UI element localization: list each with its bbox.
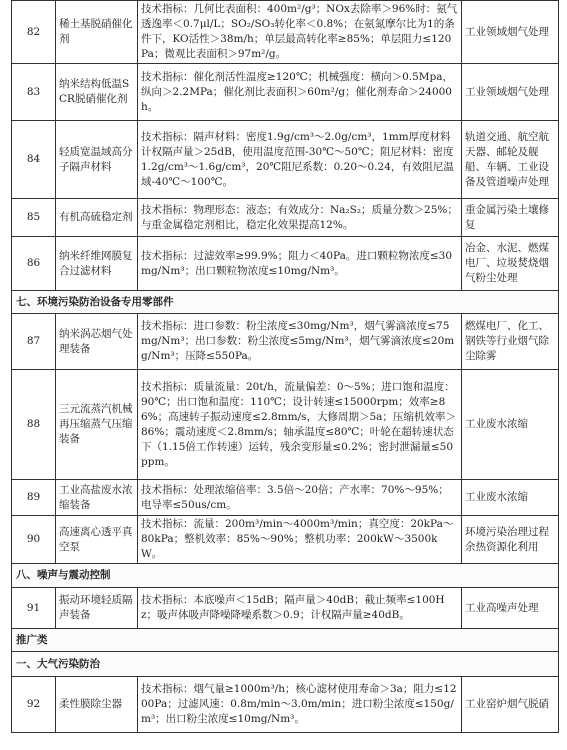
item-name: 纳米涡芯烟气处理装备: [56, 314, 138, 370]
item-name: 柔性膜除尘器: [56, 677, 138, 733]
section-row: [12, 652, 559, 677]
item-number: 83: [12, 64, 56, 121]
item-number: 84: [12, 121, 56, 199]
item-name: 纳米结构低温SCR脱硝催化剂: [56, 64, 138, 121]
table-row: [12, 480, 559, 516]
table-row: [12, 64, 559, 121]
item-application: 工业窑炉烟气脱硝: [462, 677, 559, 733]
item-application: 工业高噪声处理: [462, 588, 559, 629]
item-application: 燃煤电厂、化工、钢铁等行业烟气除尘除雾: [462, 314, 559, 370]
item-number: 86: [12, 237, 56, 291]
item-number: 92: [12, 677, 56, 733]
section-heading: 推广类: [12, 629, 559, 652]
item-application: 重金属污染土壤修复: [462, 199, 559, 237]
table-body: [12, 1, 559, 733]
item-number: 90: [12, 516, 56, 564]
item-name: 稀土基脱硝催化剂: [56, 1, 138, 64]
item-application: 工业废水浓缩: [462, 480, 559, 516]
item-application: 冶金、水泥、燃煤电厂、垃圾焚烧烟气粉尘处理: [462, 237, 559, 291]
item-name: 三元流蒸汽机械再压缩蒸气压缩装备: [56, 370, 138, 480]
section-row: [12, 629, 559, 652]
item-name: 纳米纤维网膜复合过滤材料: [56, 237, 138, 291]
item-spec: 技术指标：质量流量：20t/h，流量偏差：0～5%；进口饱和温度：90℃；出口饱和温度：110℃；设计转速≤15000rpm；效率≥86%；高速转子振动速度≤2.8mm/s，大修周期＞5a；压缩机效率＞86%；震动速度＜2.8mm/s；轴承温度≤80℃；叶轮在超转速状态下（1.15倍工作转速）运转，残余变形量≤0.2%；密封泄漏量≤50ppm。: [138, 370, 462, 480]
item-spec: 技术指标：隔声材料：密度1.9g/cm³～2.0g/cm³，1mm厚度材料计权隔声量＞25dB，使用温度范围-30℃～50℃；阻尼材料：密度1.2g/cm³～1.6g/cm³，20℃阻尼系数：0.20～0.24，有效阻尼温域-40℃～100℃。: [138, 121, 462, 199]
item-number: 89: [12, 480, 56, 516]
item-number: 91: [12, 588, 56, 629]
technology-catalog-table: [11, 0, 559, 733]
section-heading: 七、环境污染防治设备专用零部件: [12, 291, 559, 314]
item-spec: 技术指标：处理浓缩倍率：3.5倍～20倍；产水率：70%～95%；电导率≤50us/cm。: [138, 480, 462, 516]
table-row: [12, 314, 559, 370]
item-spec: 技术指标：流量：200m³/min～4000m³/min；真空度：20kPa～80kPa；整机效率：85%～90%；整机功率：200kW～3500kW。: [138, 516, 462, 564]
item-spec: 技术指标：本底噪声＜15dB；隔声量＞40dB；截止频率≤100Hz；吸声体吸声降噪降噪系数＞0.9；计权隔声量≥40dB。: [138, 588, 462, 629]
item-spec: 技术指标：物理形态：液态；有效成分：Na₂S₂；质量分数＞25%；与重金属稳定剂相比，稳定化效果提高12%。: [138, 199, 462, 237]
section-row: [12, 564, 559, 588]
table-row: [12, 121, 559, 199]
section-heading: 八、噪声与震动控制: [12, 564, 559, 588]
table-row: [12, 588, 559, 629]
item-spec: 技术指标：进口参数：粉尘浓度≤30mg/Nm³，烟气雾滴浓度≤75mg/Nm³；出口参数：粉尘浓度≤5mg/Nm³，烟气雾滴浓度≤20mg/Nm³；压降≤550Pa。: [138, 314, 462, 370]
item-name: 高速离心透平真空泵: [56, 516, 138, 564]
item-number: 87: [12, 314, 56, 370]
table-row: [12, 370, 559, 480]
item-spec: 技术指标：过滤效率≥99.9%；阻力＜40Pa。进口颗粒物浓度≤30mg/Nm³；出口颗粒物浓度≤10mg/Nm³。: [138, 237, 462, 291]
section-heading: 一、大气污染防治: [12, 652, 559, 677]
item-name: 工业高盐废水浓缩装备: [56, 480, 138, 516]
item-spec: 技术指标：烟气量≥1000m³/h；核心滤材使用寿命＞3a；阻力≤1200Pa；过滤风速：0.8m/min～3.0m/min；进口粉尘浓度≤150g/m³；出口粉尘浓度≤10mg/Nm³。: [138, 677, 462, 733]
item-name: 振动环境轻质隔声装备: [56, 588, 138, 629]
item-number: 82: [12, 1, 56, 64]
item-application: 轨道交通、航空航天器、邮轮及舰船、车辆、工业设备及管道噪声处理: [462, 121, 559, 199]
item-number: 85: [12, 199, 56, 237]
table-row: [12, 1, 559, 64]
item-name: 轻质宽温域高分子隔声材料: [56, 121, 138, 199]
item-name: 有机高硫稳定剂: [56, 199, 138, 237]
item-spec: 技术指标：催化剂活性温度≥120℃；机械强度：横向＞0.5Mpa，纵向＞2.2MPa；催化剂比表面积＞60m²/g；催化剂寿命＞24000h。: [138, 64, 462, 121]
item-spec: 技术指标：几何比表面积：400m²/g³；NOx去除率＞96%时：氨气透逸率＜0.7μl/L；SO₂/SO₃转化率＜0.8%；在氨氮摩尔比为1的条件下，KO活性＞38m/h；单层最高转化率≥85%；单层阻力≤120Pa；微观比表面积＞97m²/g。: [138, 1, 462, 64]
table-row: [12, 237, 559, 291]
item-application: 环境污染治理过程余热资源化利用: [462, 516, 559, 564]
section-row: [12, 291, 559, 314]
item-application: 工业领域烟气处理: [462, 64, 559, 121]
item-number: 88: [12, 370, 56, 480]
item-application: 工业废水浓缩: [462, 370, 559, 480]
table-row: [12, 516, 559, 564]
table-row: [12, 677, 559, 733]
table-row: [12, 199, 559, 237]
item-application: 工业领域烟气处理: [462, 1, 559, 64]
